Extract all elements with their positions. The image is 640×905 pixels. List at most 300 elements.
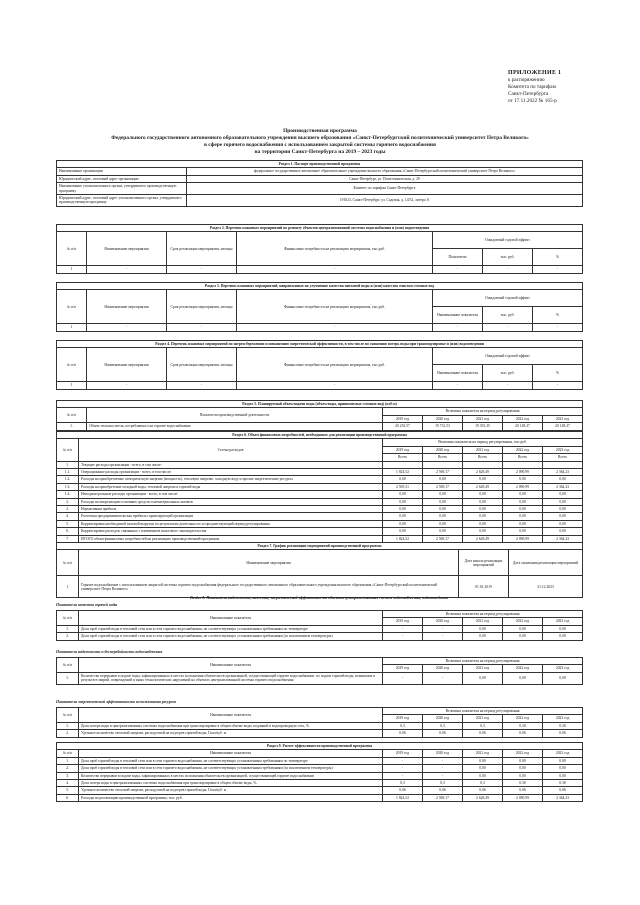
table-cell: [383, 461, 423, 468]
table-cell: 0,00: [383, 528, 423, 535]
table-cell: 0,00: [463, 625, 503, 632]
table-cell: 2 569,17: [423, 794, 463, 801]
table-cell: ИТОГО объем финансовых потребностей на реализацию производственной программы: [79, 535, 383, 542]
table-cell: 0,00: [463, 765, 503, 772]
table-row: [57, 757, 583, 764]
table-cell: -: [87, 382, 167, 389]
table-row: [57, 520, 583, 527]
year-header: 2021 год: [463, 618, 503, 625]
year-header: 2020 год: [423, 446, 463, 453]
column-header: %: [533, 365, 583, 382]
year-header: 2022 год: [503, 618, 543, 625]
column-header: № п/п: [57, 708, 79, 723]
column-header: Показатели производственной деятельности: [87, 408, 383, 423]
table-cell: -: [383, 772, 423, 779]
table-cell: 0,30: [543, 780, 583, 787]
table-cell: 3.: [57, 506, 79, 513]
table-cell: 2 090,99: [503, 469, 543, 476]
table-cell: 1: [57, 324, 87, 331]
table-row: [57, 765, 583, 772]
table-cell: -: [423, 625, 463, 632]
table-cell: Доля проб горячей воды в тепловой сети или в сети горячего водоснабжения, не соответствующих установленным требованиям по температуре: [79, 625, 383, 632]
column-header: Ожидаемый годовой эффект: [433, 232, 583, 249]
table-cell: -: [167, 382, 237, 389]
table-cell: Расходы на реализацию производственной программы, тыс. руб.: [79, 794, 383, 801]
table-cell: Неподконтрольные расходы организации - всего, в том числе:: [79, 491, 383, 498]
table-cell: 2.: [57, 633, 79, 640]
table-cell: Текущие расходы организации - всего, в том числе:: [79, 461, 383, 468]
column-header: Наименование показателя: [433, 307, 483, 324]
organization-title: Федерального государственного автономного образовательного учреждения высшего образования «Санкт-Петербургский политехнический университет Петра Великого»: [111, 135, 529, 141]
table-cell: 0,3: [383, 722, 423, 729]
column-header: Дата начала реализации мероприятий: [459, 550, 509, 576]
column-header: № п/п: [57, 439, 79, 461]
table-cell: -: [533, 324, 583, 331]
table-cell: 0,00: [423, 513, 463, 520]
section-heading: Раздел 9. Расчет эффективности производственной программы: [57, 743, 583, 750]
year-header: 2019 год: [383, 415, 423, 422]
table-cell: 0,3: [383, 780, 423, 787]
table-cell: 0,00: [503, 506, 543, 513]
column-header: № п/п: [57, 232, 87, 266]
table-cell: 0,06: [383, 730, 423, 737]
table-cell: 0,00: [543, 498, 583, 505]
table-cell: 0,06: [503, 730, 543, 737]
table-row: [57, 730, 583, 737]
table-cell: [503, 461, 543, 468]
year-header: 2021 год: [463, 715, 503, 722]
column-header: № п/п: [57, 290, 87, 324]
year-header: 2023 год: [543, 446, 583, 453]
column-header: Наименование мероприятия: [79, 550, 459, 576]
year-header: 2021 год: [463, 750, 503, 757]
table-cell: 20 149,37: [503, 423, 543, 430]
year-header: 2021 год: [463, 415, 503, 422]
table-cell: 01.01.2019: [459, 576, 509, 598]
year-header: 2020 год: [423, 665, 463, 672]
table-cell: 1.: [57, 461, 79, 468]
table-cell: 0,00: [423, 476, 463, 483]
table-cell: 19 731,53: [423, 423, 463, 430]
column-header: Наименование показателя: [79, 708, 383, 723]
sub-header: Всего: [543, 454, 583, 461]
year-header: 2019 год: [383, 446, 423, 453]
table-cell: 0,00: [543, 491, 583, 498]
table-cell: -: [237, 324, 433, 331]
table-row: [57, 483, 583, 490]
table-cell: 1.2.: [57, 476, 79, 483]
table-cell: 0,00: [463, 528, 503, 535]
column-header: № п/п: [57, 750, 79, 757]
year-header: 2023 год: [543, 715, 583, 722]
efficiency-indicator-rows: [57, 722, 583, 737]
table-cell: 0,00: [503, 528, 543, 535]
table-cell: -: [433, 266, 483, 273]
table-cell: 0,00: [463, 772, 503, 779]
table-cell: Расходы на приобретаемые электрическую энергию (мощность), тепловую энергию, холодную воду и прочие энергетические ресурсы: [79, 476, 383, 483]
table-cell: 0,00: [463, 498, 503, 505]
efficiency-calculation-rows: [57, 757, 583, 801]
table-cell: 0,00: [543, 633, 583, 640]
table-cell: 0,06: [543, 730, 583, 737]
year-header: 2021 год: [463, 665, 503, 672]
table-cell: 0,00: [383, 520, 423, 527]
column-header: Наименование мероприятия: [87, 348, 167, 382]
table-cell: Удельное количество тепловой энергии, расходуемой на подогрев горячей воды, Гкал/куб. м: [79, 730, 383, 737]
column-header: Величина показателя на период регулирования: [383, 611, 583, 618]
sphere-title: в сфере горячего водоснабжения с использованием закрытой системы горячего водоснабжения: [204, 142, 436, 148]
table-row: [57, 513, 583, 520]
sub-header: Всего: [503, 454, 543, 461]
column-header: Наименование показателя: [433, 365, 483, 382]
column-header: № п/п: [57, 348, 87, 382]
table-cell: 1.: [57, 757, 79, 764]
column-header: Наименование показателя: [79, 611, 383, 626]
column-header: Наименование показателя: [79, 750, 383, 757]
table-row: [57, 722, 583, 729]
table-cell: -: [383, 672, 423, 684]
table-cell: 7.: [57, 535, 79, 542]
year-header: 2023 год: [543, 750, 583, 757]
table-cell: 1.: [57, 722, 79, 729]
table-cell: Доля проб горячей воды в тепловой сети или в сети горячего водоснабжения, не соответствующих установленным требованиям (за исключением температуры): [79, 633, 383, 640]
section-heading: Раздел 7. График реализации мероприятий производственной программы: [57, 543, 583, 550]
table-cell: Горячее водоснабжение с использованием закрытой системы горячего водоснабжения федерального государственного автономного образовательного учреждения высшего образования «Санкт-Петербургский политехнический университет Петра Великого»: [79, 576, 459, 598]
year-header: 2020 год: [423, 750, 463, 757]
table-cell: -: [533, 266, 583, 273]
table-cell: -: [383, 625, 423, 632]
table-row: [57, 461, 583, 468]
table-cell: -: [167, 324, 237, 331]
table-cell: 0,00: [503, 476, 543, 483]
table-cell: [423, 461, 463, 468]
year-header: 2022 год: [503, 446, 543, 453]
table-cell: -: [483, 324, 533, 331]
year-header: 2020 год: [423, 618, 463, 625]
table-cell: 0,00: [503, 498, 543, 505]
table-cell: 0,00: [503, 513, 543, 520]
table-cell: -: [533, 382, 583, 389]
efficiency-indicators-table: [56, 707, 583, 738]
column-header: Финансовые потребности на реализацию мероприятия, тыс.руб.: [237, 348, 433, 382]
table-cell: 0,06: [463, 787, 503, 794]
table-cell: 2 628,49: [463, 535, 503, 542]
financial-needs-table: [56, 431, 583, 543]
column-header: %: [533, 249, 583, 266]
section-heading: Раздел 5. Планируемый объем подачи воды (объем воды, принимаемых сточных вод) (куб.м): [57, 401, 583, 408]
table-cell: 20 233,57: [383, 423, 423, 430]
quality-indicators-table: [56, 610, 583, 641]
section-heading: Раздел 4. Перечень плановых мероприятий по энергосбережению и повышению энергетической эффективности, в том числе по снижению потерь воды при транспортировке и (или) водоотведении: [57, 341, 583, 348]
table-cell: -: [423, 765, 463, 772]
table-cell: 1.3.: [57, 483, 79, 490]
passport-value: Санкт-Петербург, ул. Политехническая, д. 29: [187, 175, 583, 182]
table-row: [57, 491, 583, 498]
column-header: Наименование мероприятия: [87, 232, 167, 266]
table-cell: Доля проб горячей воды в тепловой сети или в сети горячего водоснабжения, не соответствующих установленным требованиям по температуре: [79, 757, 383, 764]
table-cell: 0,00: [383, 513, 423, 520]
table-cell: 2 364,23: [543, 483, 583, 490]
column-header: № п/п: [57, 658, 79, 673]
table-cell: 1.4.: [57, 491, 79, 498]
passport-value: 191023, Санкт-Петербург, ул. Садовая, д. 14/52, литера А: [187, 195, 583, 207]
table-cell: 2 090,99: [503, 483, 543, 490]
table-cell: 0,00: [383, 506, 423, 513]
section-heading: Раздел 2. Перечень плановых мероприятий по ремонту объектов централизованной системы водоснабжения и (или) водоотведения: [57, 225, 583, 232]
table-cell: 1.: [57, 625, 79, 632]
table-cell: 0,00: [543, 672, 583, 684]
year-header: 2022 год: [503, 715, 543, 722]
table-cell: 1: [57, 576, 79, 598]
table-cell: 2 628,49: [463, 794, 503, 801]
subsection-caption: Показатели энергетической эффективности использования ресурсов: [56, 700, 177, 704]
supply-volume-table: [56, 400, 583, 431]
year-header: 2022 год: [503, 750, 543, 757]
table-cell: 1 824,52: [383, 794, 423, 801]
year-header: 2022 год: [503, 665, 543, 672]
table-cell: 0,00: [463, 513, 503, 520]
table-cell: -: [423, 757, 463, 764]
table-cell: Доля проб горячей воды в тепловой сети или в сети горячего водоснабжения, не соответствующих установленным требованиям (за исключением температуры): [79, 765, 383, 772]
column-header: Срок реализации мероприятия, месяцы: [167, 232, 237, 266]
column-header: Наименование мероприятия: [87, 290, 167, 324]
passport-table: [56, 160, 583, 207]
table-cell: 0,00: [423, 506, 463, 513]
table-cell: -: [433, 382, 483, 389]
repair-measures-table: [56, 224, 583, 274]
table-cell: 2 505,31: [383, 483, 423, 490]
table-cell: 0,30: [503, 722, 543, 729]
table-cell: 0,00: [383, 476, 423, 483]
year-header: 2019 год: [383, 715, 423, 722]
table-row: [57, 672, 583, 684]
table-cell: 1.: [57, 672, 79, 684]
column-header: Срок реализации мероприятия, месяцы: [167, 290, 237, 324]
table-cell: Корректировка расходов, связанных с изменением налогового законодательства: [79, 528, 383, 535]
column-header: %: [533, 307, 583, 324]
passport-value: Комитет по тарифам Санкт-Петербурга: [187, 183, 583, 195]
table-cell: 0,00: [423, 498, 463, 505]
table-row: [57, 506, 583, 513]
column-header: тыс. руб.: [483, 249, 533, 266]
table-cell: -: [383, 633, 423, 640]
table-cell: -: [383, 757, 423, 764]
table-cell: [463, 461, 503, 468]
schedule-table: [56, 542, 583, 598]
table-cell: Операционные расходы организации - всего, в том числе:: [79, 469, 383, 476]
table-cell: 2 628,49: [463, 469, 503, 476]
table-cell: 0,00: [543, 772, 583, 779]
table-cell: 2.: [57, 765, 79, 772]
table-cell: 2 090,99: [503, 794, 543, 801]
table-cell: -: [87, 266, 167, 273]
table-cell: 1.1.: [57, 469, 79, 476]
column-header: № п/п: [57, 550, 79, 576]
table-cell: 0,00: [463, 520, 503, 527]
passport-label: Наименование уполномоченного органа, утвердившего производственную программу: [57, 183, 187, 195]
appendix-block: [508, 70, 633, 105]
sub-header: Всего: [463, 454, 503, 461]
table-cell: 2 090,99: [503, 535, 543, 542]
table-cell: -: [423, 633, 463, 640]
efficiency-calculation-table: [56, 742, 583, 802]
table-cell: 0,00: [383, 491, 423, 498]
table-cell: 2 364,23: [543, 535, 583, 542]
column-header: Финансовые потребности на реализацию мероприятия, тыс.руб.: [237, 290, 433, 324]
year-header: 2019 год: [383, 750, 423, 757]
column-header: Величина показателя на период регулирования: [383, 408, 583, 415]
table-cell: 0,00: [423, 520, 463, 527]
appendix-line: от 17.11.2022 № 165-р: [508, 98, 557, 104]
year-header: 2020 год: [423, 715, 463, 722]
table-cell: -: [237, 266, 433, 273]
table-cell: 0,00: [543, 765, 583, 772]
table-row: [57, 528, 583, 535]
table-cell: -: [87, 324, 167, 331]
table-cell: 4.: [57, 780, 79, 787]
year-header: 2023 год: [543, 618, 583, 625]
table-cell: Количество перерывов в подаче воды, зафиксированных в местах исполнения обязательств организацией, осуществляющей горячее водоснабжение, по подаче горячей воды, возникших в результате аварий, повреждений и иных технологических нарушений на объектах централизованной системы горячего водоснабжения: [79, 672, 383, 684]
table-cell: 2 628,49: [463, 483, 503, 490]
table-cell: 0,00: [383, 498, 423, 505]
table-cell: Доля потерь воды в централизованных системах водоснабжения при транспортировке в общем объеме воды, поданной в водопроводную сеть, %: [79, 722, 383, 729]
table-cell: 3.: [57, 772, 79, 779]
column-header: № п/п: [57, 408, 87, 423]
table-cell: 0,00: [503, 633, 543, 640]
table-cell: 5.: [57, 787, 79, 794]
table-cell: 0,3: [423, 780, 463, 787]
table-cell: -: [433, 324, 483, 331]
table-cell: 1.: [57, 423, 87, 430]
quality-measures-table: [56, 282, 583, 332]
table-cell: Объем теплоносителя, потребляемого на горячее водоснабжение: [87, 423, 383, 430]
table-cell: 0,00: [463, 506, 503, 513]
column-header: Величина показателя на период регулирования: [383, 658, 583, 665]
column-header: Ожидаемый годовой эффект: [433, 348, 583, 365]
table-cell: 0,00: [543, 625, 583, 632]
table-cell: Расходы на амортизацию основных средств и нематериальных активов: [79, 498, 383, 505]
table-cell: 0,00: [503, 765, 543, 772]
subsection-caption: Показатели качества горячей воды: [56, 603, 118, 607]
table-cell: 1: [57, 266, 87, 273]
year-header: 2021 год: [463, 446, 503, 453]
table-cell: 6.: [57, 794, 79, 801]
table-cell: 31.12.2023: [509, 576, 583, 598]
appendix-line: Санкт-Петербурга: [508, 91, 549, 97]
table-cell: Доля потерь воды в централизованных системах водоснабжения при транспортировке в общем объеме воды, %: [79, 780, 383, 787]
table-cell: 0,00: [423, 491, 463, 498]
table-cell: 0,00: [503, 772, 543, 779]
table-cell: 0,06: [503, 787, 543, 794]
table-cell: 2 364,23: [543, 794, 583, 801]
column-header: тыс. руб.: [483, 307, 533, 324]
table-row: [57, 780, 583, 787]
reliability-indicator-rows: [57, 672, 583, 684]
column-header: Величина показателя на период регулирования: [383, 708, 583, 715]
column-header: Финансовые потребности на реализацию мероприятия, тыс.руб.: [237, 232, 433, 266]
table-cell: 0,00: [543, 506, 583, 513]
table-cell: 0,00: [543, 476, 583, 483]
table-cell: Удельное количество тепловой энергии, расходуемой на подогрев горячей воды, Гкал/куб. м: [79, 787, 383, 794]
table-cell: 2.: [57, 498, 79, 505]
table-cell: 0,00: [503, 757, 543, 764]
table-cell: 19 391,35: [463, 423, 503, 430]
sub-header: Всего: [423, 454, 463, 461]
column-header: Дата окончания реализации мероприятий: [509, 550, 583, 576]
column-header: № п/п: [57, 611, 79, 626]
table-cell: 4.: [57, 513, 79, 520]
table-cell: 0,00: [543, 757, 583, 764]
table-cell: 0,3: [423, 722, 463, 729]
reliability-indicators-table: [56, 657, 583, 685]
table-cell: Нормативная прибыль: [79, 506, 383, 513]
year-header: 2019 год: [383, 618, 423, 625]
column-header: Статьи расходов: [79, 439, 383, 461]
appendix-line: Комитета по тарифам: [508, 84, 556, 90]
table-cell: 1: [57, 382, 87, 389]
table-cell: 0,00: [463, 672, 503, 684]
table-cell: 0,00: [503, 520, 543, 527]
period-title: на территории Санкт-Петербурга на 2019 – 2023 годы: [254, 149, 386, 155]
year-header: 2022 год: [503, 415, 543, 422]
passport-label: Юридический адрес, почтовый адрес уполномоченного органа, утвердившего производственную программу: [57, 195, 187, 207]
table-cell: 2 569,17: [423, 483, 463, 490]
table-cell: 0,00: [463, 633, 503, 640]
year-header: 2019 год: [383, 665, 423, 672]
table-cell: Расчетная предпринимательская прибыль гарантирующей организации: [79, 513, 383, 520]
table-cell: -: [483, 382, 533, 389]
table-cell: 6.: [57, 528, 79, 535]
table-cell: 0,00: [503, 672, 543, 684]
table-cell: 0,30: [543, 722, 583, 729]
appendix-line: к распоряжению: [508, 77, 545, 83]
section-heading: Раздел 6. Объем финансовых потребностей, необходимых для реализации производственной программы: [57, 432, 583, 439]
column-header: Показатели: [433, 249, 483, 266]
table-cell: 0,06: [423, 730, 463, 737]
table-cell: 5.: [57, 520, 79, 527]
table-row: [57, 633, 583, 640]
table-cell: 0,00: [423, 528, 463, 535]
table-row: [57, 772, 583, 779]
table-cell: 0,06: [543, 787, 583, 794]
energy-measures-table: [56, 340, 583, 390]
column-header: Ожидаемый годовой эффект: [433, 290, 583, 307]
year-header: 2020 год: [423, 415, 463, 422]
sub-header: Всего: [383, 454, 423, 461]
table-cell: 0,00: [463, 476, 503, 483]
section-heading: Раздел 8. Показатели надежности, качества, энергетической эффективности объектов централизованных систем водоснабжения, водоотведения: [190, 596, 448, 600]
appendix-label: ПРИЛОЖЕНИЕ 1: [508, 70, 562, 76]
table-cell: -: [237, 382, 433, 389]
table-row: [57, 794, 583, 801]
table-row: [57, 787, 583, 794]
document-title-block: [40, 128, 600, 156]
table-row: [57, 498, 583, 505]
quality-indicator-rows: [57, 625, 583, 640]
table-cell: -: [423, 772, 463, 779]
table-cell: 2.: [57, 730, 79, 737]
table-row: [57, 625, 583, 632]
table-cell: -: [383, 765, 423, 772]
section-heading: Раздел 3. Перечень плановых мероприятий, направленных на улучшение качества питьевой воды и (или) качества очистки сточных вод: [57, 283, 583, 290]
table-cell: 0,00: [543, 520, 583, 527]
year-header: 2023 год: [543, 665, 583, 672]
table-cell: 0,00: [463, 491, 503, 498]
table-cell: 0,06: [383, 787, 423, 794]
table-cell: 1 824,52: [383, 469, 423, 476]
table-cell: 0,06: [463, 730, 503, 737]
table-cell: 0,06: [423, 787, 463, 794]
